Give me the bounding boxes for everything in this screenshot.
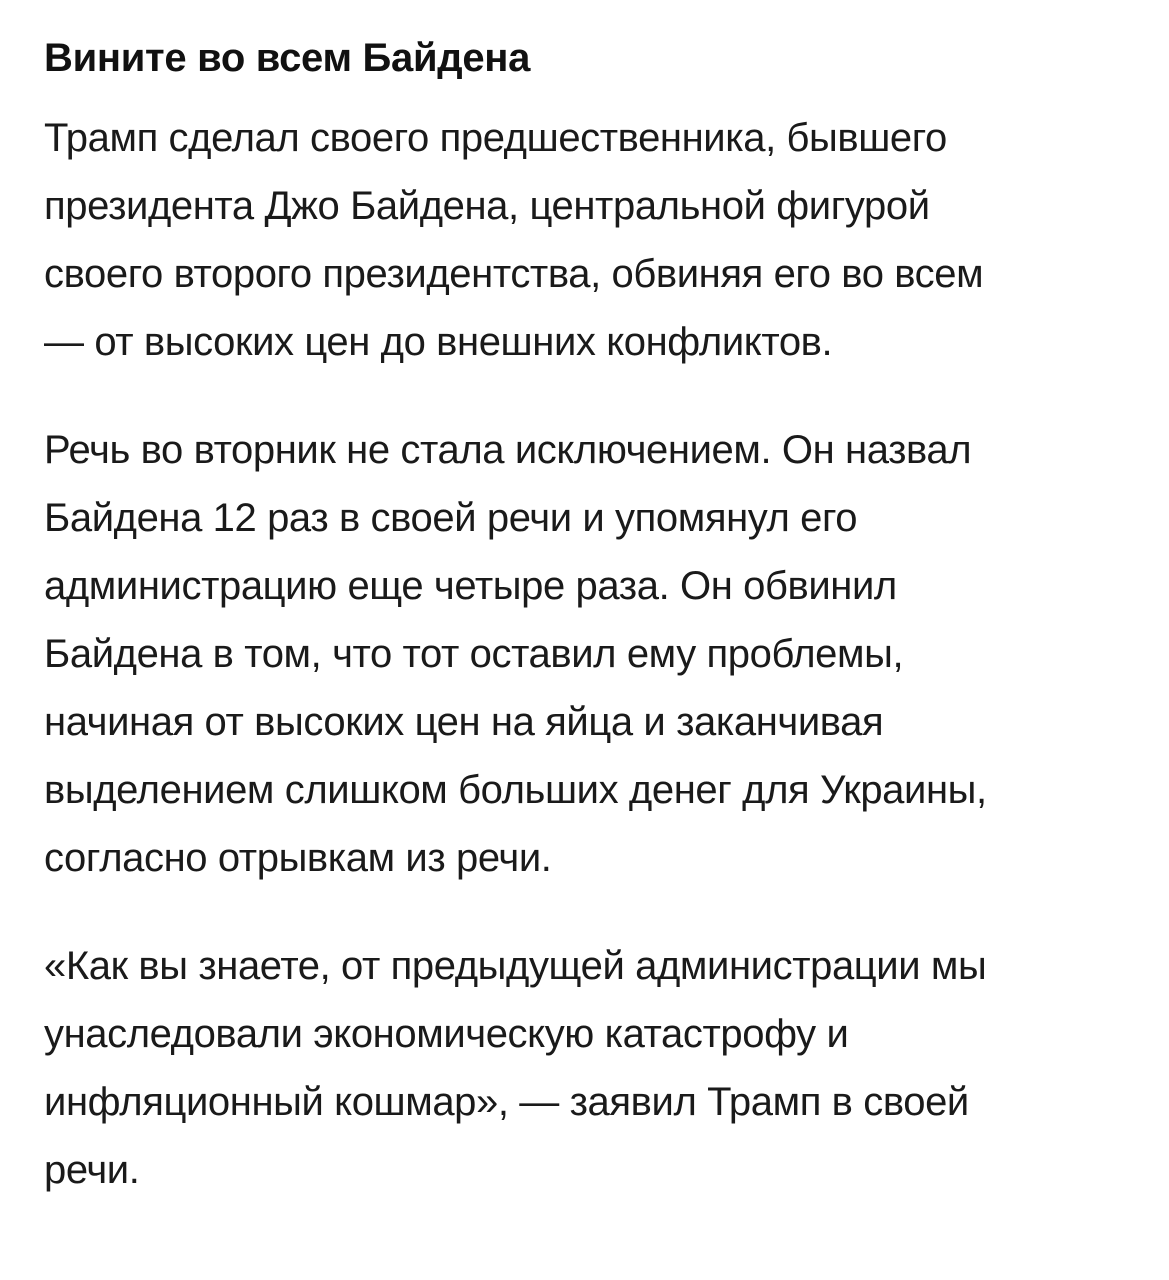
paragraph-3-quote — [44, 932, 1134, 1204]
paragraph-line: выделением слишком больших денег для Украины, — [44, 768, 987, 812]
paragraph-line: речи. — [44, 1148, 140, 1192]
article — [44, 30, 1134, 1244]
paragraph-line: президента Джо Байдена, центральной фигурой — [44, 184, 930, 228]
article-heading: Вините во всем Байдена — [44, 36, 531, 80]
paragraph-line: Речь во вторник не стала исключением. Он назвал — [44, 428, 972, 472]
paragraph-line: «Как вы знаете, от предыдущей администрации мы — [44, 944, 987, 988]
paragraph-line: — от высоких цен до внешних конфликтов. — [44, 320, 833, 364]
paragraph-line: начиная от высоких цен на яйца и заканчивая — [44, 700, 884, 744]
paragraph-line: администрацию еще четыре раза. Он обвинил — [44, 564, 897, 608]
paragraph-line: своего второго президентства, обвиняя его во всем — [44, 252, 984, 296]
paragraph-line: согласно отрывкам из речи. — [44, 836, 552, 880]
paragraph-2 — [44, 416, 1134, 892]
paragraph-line: Байдена в том, что тот оставил ему проблемы, — [44, 632, 904, 676]
paragraph-line: инфляционный кошмар», — заявил Трамп в своей — [44, 1080, 969, 1124]
paragraph-line: Трамп сделал своего предшественника, бывшего — [44, 116, 947, 160]
paragraph-line: унаследовали экономическую катастрофу и — [44, 1012, 849, 1056]
paragraph-1 — [44, 104, 1134, 376]
paragraph-line: Байдена 12 раз в своей речи и упомянул его — [44, 496, 858, 540]
